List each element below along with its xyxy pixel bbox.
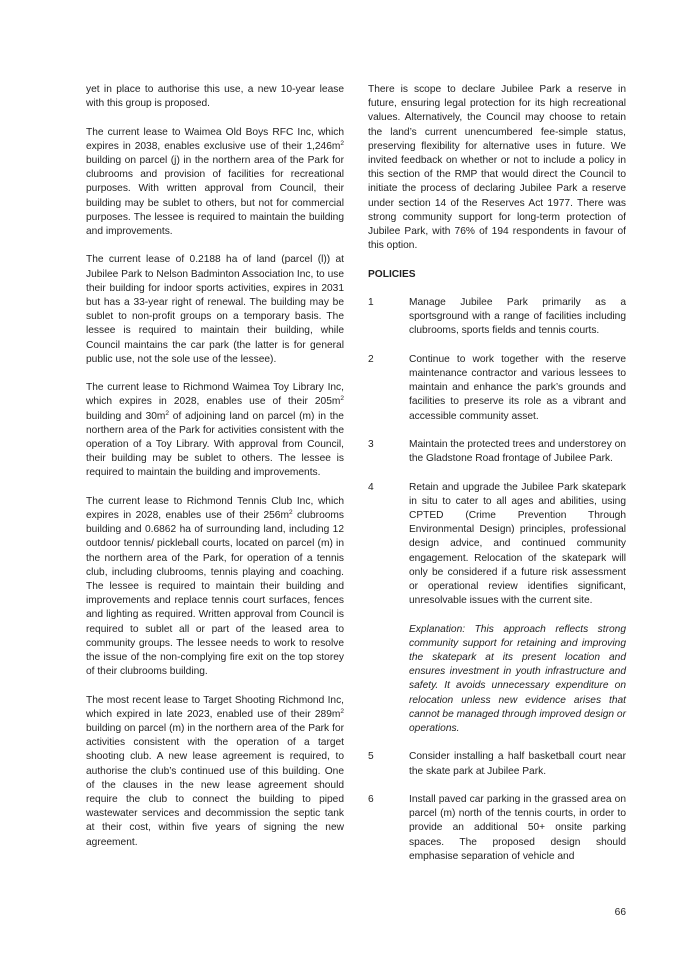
policy-explanation: Explanation: This approach reflects strong community support for retaining and improving the skatepark at its present location and ensures investment in youth infrastructure and safety. It avoids unnecessary expenditure on relocation unless new evidence arises that cannot be managed through improved design or operations. bbox=[409, 623, 626, 735]
paragraph-reserve-declaration: There is scope to declare Jubilee Park a reserve in future, ensuring legal protection for its high recreational values. Alternatively, the Council may choose to retain the land’s current unencumbered fee-simple status, preserving flexibility for alternative uses in future. We invited feedback on whether or not to include a policy in this section of the RMP that would direct the Council to initiate the process of declaring Jubilee Park a reserve under section 14 of the Reserves Act 1977. There was strong community support for long-term protection of Jubilee Park, with 76% of 194 respondents in favour of this option. bbox=[368, 84, 626, 252]
policy-item bbox=[368, 750, 626, 778]
policy-item bbox=[368, 793, 626, 864]
policy-text: Retain and upgrade the Jubilee Park skatepark in situ to cater to all ages and abilities, using CPTED (Crime Prevention Through Environmental Design) principles, professional design advice, and continued community engagement. Relocation of the skatepark will only be considered if a future risk assessment or operational review identifies significant, unresolvable issues with the current site. bbox=[409, 481, 626, 607]
policy-text: Install paved car parking in the grassed area on parcel (m) north of the tennis courts, in order to provide an additional 50+ onsite parking spaces. The proposed design should emphasise separation of vehicle and bbox=[409, 794, 626, 862]
paragraph-lease-proposal: yet in place to authorise this use, a new 10-year lease with this group is proposed. bbox=[86, 84, 344, 110]
policy-number: 3 bbox=[368, 439, 374, 451]
paragraph-tennis-club-lease: The current lease to Richmond Tennis Club Inc, which expires in 2028, enables use of their $256m^2$ clubrooms building and 0.6862 ha of surrounding land, including 12 outdoor tennis/ pickleball courts, located on parcel (m) in the northern area of the Park, for operation of a tennis club, including clubrooms, tennis playing and coaching. The lessee is required to maintain their building and improvements and replace tennis court surfaces, fences and lighting as required. Written approval from Council is required to sublet all or part of the leased area to community groups. The lessee needs to work to resolve the issue of the non-complying fire exit on the top storey of their clubrooms building. bbox=[86, 495, 344, 678]
policy-item bbox=[368, 481, 626, 609]
policy-text: Continue to work together with the reserve maintenance contractor and various lessees to maintain and enhance the park’s grounds and facilities to preserve its role as a vibrant and accessible community asset. bbox=[409, 353, 626, 422]
policies-heading: POLICIES bbox=[368, 268, 416, 280]
paragraph-target-shooting-lease: The most recent lease to Target Shooting Richmond Inc, which expired in late 2023, enabled use of their $289m^2$ building on parcel (m) in the northern area of the Park for activities consistent with the operation of a target shooting club. A new lease agreement is required, to authorise the club’s continued use of this building. One of the clauses in the new lease agreement should require the club to connect the building to piped wastewater services and decommission the septic tank at their cost, within five years of signing the new agreement. bbox=[86, 694, 344, 848]
policy-number: 2 bbox=[368, 353, 374, 365]
policy-number: 4 bbox=[368, 481, 374, 493]
policy-number: 1 bbox=[368, 297, 374, 309]
policy-item bbox=[368, 296, 626, 339]
policy-text: Manage Jubilee Park primarily as a sportsground with a range of facilities including clubrooms, sports fields and tennis courts. bbox=[409, 297, 626, 337]
policy-number: 6 bbox=[368, 794, 374, 806]
right-column bbox=[368, 83, 626, 878]
paragraph-waimea-old-boys-lease: The current lease to Waimea Old Boys RFC Inc, which expires in 2038, enables exclusive use of their $1,246m^2$ building on parcel (j) in the northern area of the Park for clubrooms and provision of facilities for recreational purposes. With written approval from Council, their building may be sublet to others, but not for commercial purposes. The lessee is required to maintain the building and improvements. bbox=[86, 126, 344, 238]
policy-item bbox=[368, 438, 626, 466]
paragraph-badminton-lease: The current lease of 0.2188 ha of land (parcel (l)) at Jubilee Park to Nelson Badminton Association Inc, to use their building for indoor sports activities, expires in 2031 but has a 33-year right of renewal. The building may be sublet to non-profit groups on a temporary basis. The lessee is required to maintain their building, while Council maintains the car park (the latter is for general public use, not the sole use of the lessee). bbox=[86, 254, 344, 365]
policy-text: Consider installing a half basketball court near the skate park at Jubilee Park. bbox=[409, 751, 626, 777]
page-number: 66 bbox=[614, 907, 626, 918]
policy-number: 5 bbox=[368, 751, 374, 763]
paragraph-toy-library-lease: The current lease to Richmond Waimea Toy Library Inc, which expires in 2028, enables use of their $205m^2$ building and $30m^2$ of adjoining land on parcel (m) in the northern area of the Park for activities consistent with the operation of a Toy Library. With approval from Council, their building may be sublet to others. The lessee is required to maintain the building and improvements. bbox=[86, 382, 344, 479]
policy-item bbox=[368, 353, 626, 424]
policy-text: Maintain the protected trees and understorey on the Gladstone Road frontage of Jubilee Park. bbox=[409, 439, 626, 465]
left-column bbox=[86, 83, 344, 864]
